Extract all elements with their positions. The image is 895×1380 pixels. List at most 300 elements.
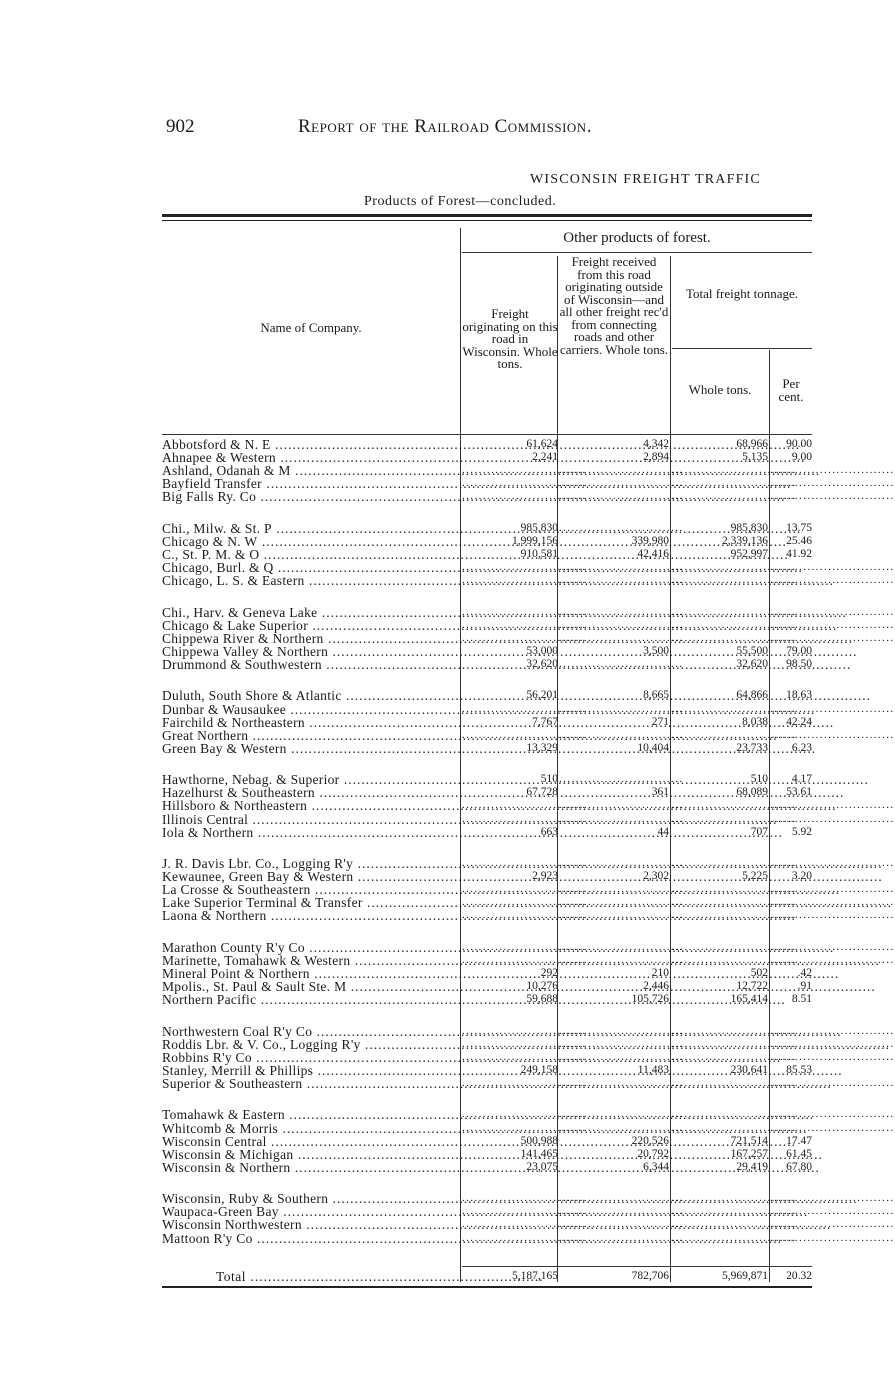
table-row bbox=[162, 573, 895, 589]
cell-whole-tons: 230,641 bbox=[730, 1063, 768, 1076]
leader-dots: .............................. bbox=[672, 1121, 797, 1134]
table-row bbox=[162, 870, 814, 883]
leader-dots: .............................. bbox=[770, 618, 895, 631]
leader-dots: .............................. bbox=[462, 605, 587, 618]
table-row bbox=[162, 1204, 895, 1220]
leader-dots: .............................. bbox=[559, 799, 684, 812]
leader-dots: .............................. bbox=[462, 702, 587, 715]
company-name: Duluth, South Shore & Atlantic ..... bbox=[162, 689, 459, 702]
cell-per-cent: 17.47 bbox=[786, 1134, 812, 1147]
leader-dots: .............................. bbox=[559, 1192, 684, 1205]
cell-originating: 13,329 bbox=[526, 741, 558, 754]
leader-dots: .............................. bbox=[770, 464, 895, 477]
leader-dots: .............................. bbox=[559, 1121, 684, 1134]
table-row bbox=[162, 463, 895, 479]
leader-dots: .............................. bbox=[559, 631, 684, 644]
leader-dots: .............................. bbox=[559, 561, 684, 574]
cell-whole-tons: 64,866 bbox=[736, 689, 768, 702]
cell-originating: 61,624 bbox=[526, 438, 558, 450]
company-name: Roddis Lbr. & V. Co., Logging R'y ..... bbox=[162, 1038, 459, 1051]
leader-dots: .............................. bbox=[770, 490, 895, 503]
table-row bbox=[162, 1148, 814, 1161]
leader-dots: .............................. bbox=[770, 940, 895, 953]
cell-originating: 985,830 bbox=[520, 521, 558, 534]
company-name: Ahnapee & Western ..... bbox=[162, 451, 459, 464]
table-row bbox=[162, 489, 895, 505]
cell-received bbox=[559, 1108, 684, 1121]
company-name: Mpolis., St. Paul & Sault Ste. M ..... bbox=[162, 980, 459, 993]
leader-dots: .............................. bbox=[559, 574, 684, 587]
cell-received: 44 bbox=[657, 825, 669, 838]
leader-dots: .............................. bbox=[559, 618, 684, 631]
cell-per-cent bbox=[770, 1024, 895, 1038]
cell-originating: 292 bbox=[540, 967, 558, 979]
cell-received bbox=[559, 773, 684, 786]
leader-dots: .............................. bbox=[462, 896, 587, 909]
leader-dots: .............................. bbox=[672, 953, 797, 966]
cell-per-cent bbox=[770, 1205, 895, 1218]
table-row bbox=[162, 548, 814, 561]
company-name: Chicago & N. W ..... bbox=[162, 535, 459, 548]
table-row bbox=[162, 1076, 895, 1091]
leader-dots: .............................. bbox=[672, 1037, 797, 1050]
leader-dots: .............................. bbox=[559, 883, 684, 896]
cell-received bbox=[559, 1050, 684, 1064]
leader-dots: .............................. bbox=[462, 953, 587, 966]
company-name: Iola & Northern ..... bbox=[162, 826, 459, 839]
leader-dots: .............................. bbox=[672, 857, 797, 869]
company-name: Mineral Point & Northern ..... bbox=[162, 967, 459, 980]
leader-dots: .............................. bbox=[770, 1192, 895, 1205]
company-name: Illinois Central ..... bbox=[162, 813, 459, 826]
company-name: Drummond & Southwestern ..... bbox=[162, 658, 459, 671]
header-freight-received: Freight received from this road originating outside of Wisconsin—and all other freight rec'd from connecting roads and other carriers. Whole tons. bbox=[559, 254, 669, 357]
table-row bbox=[162, 630, 895, 646]
header-freight-originating: Freight originating on this road in Wisconsin. Whole tons. bbox=[462, 306, 558, 371]
leader-dots: .............................. bbox=[770, 1077, 895, 1089]
cell-whole-tons: 165,414 bbox=[730, 993, 768, 1006]
cell-whole-tons bbox=[672, 631, 797, 645]
header-whole-tons: Whole tons. bbox=[688, 382, 752, 397]
cell-whole-tons bbox=[672, 1218, 797, 1231]
cell-originating bbox=[462, 909, 587, 922]
cell-per-cent: 41.92 bbox=[786, 548, 812, 560]
cell-received bbox=[559, 464, 684, 477]
cell-per-cent: .42 bbox=[797, 967, 812, 979]
cell-whole-tons: 952,997 bbox=[730, 548, 768, 560]
cell-per-cent: 53.61 bbox=[786, 786, 812, 799]
table-row bbox=[162, 560, 895, 576]
cell-received bbox=[559, 561, 684, 574]
company-name: Superior & Southeastern ..... bbox=[162, 1077, 459, 1090]
cell-originating bbox=[462, 561, 587, 574]
cell-whole-tons bbox=[672, 464, 797, 477]
cell-originating: 56,201 bbox=[526, 689, 558, 702]
cell-originating bbox=[462, 728, 587, 742]
running-title: Report of the Railroad Commission. bbox=[298, 116, 592, 137]
cell-originating bbox=[462, 1050, 587, 1064]
table-row bbox=[162, 952, 895, 968]
cell-whole-tons: 5,135 bbox=[742, 451, 768, 464]
leader-dots: .............................. bbox=[462, 1077, 587, 1089]
leader-dots: .............................. bbox=[770, 1024, 895, 1037]
cell-originating bbox=[462, 1218, 587, 1231]
company-name: Hawthorne, Nebag. & Superior ..... bbox=[162, 773, 459, 786]
cell-originating bbox=[462, 605, 587, 619]
table-row bbox=[162, 856, 895, 871]
leader-dots: .............................. bbox=[462, 631, 587, 644]
leader-dots: .............................. bbox=[770, 605, 895, 618]
cell-received: 2,894 bbox=[643, 451, 669, 464]
cell-whole-tons: 23,733 bbox=[736, 741, 768, 754]
leader-dots: .............................. bbox=[462, 728, 587, 741]
cell-per-cent: 8.51 bbox=[791, 993, 812, 1006]
company-name: Abbotsford & N. E ..... bbox=[162, 438, 459, 451]
header-rule-total bbox=[672, 348, 812, 349]
cell-per-cent: 42.24 bbox=[786, 715, 812, 728]
header-rule-bottom bbox=[162, 434, 812, 435]
cell-received bbox=[559, 1024, 684, 1038]
cell-originating: 1,999,156 bbox=[512, 534, 558, 547]
section-title: WISCONSIN FREIGHT TRAFFIC bbox=[530, 172, 761, 187]
leader-dots: .............................. bbox=[672, 728, 797, 741]
cell-whole-tons bbox=[672, 883, 797, 896]
cell-whole-tons bbox=[672, 1024, 797, 1038]
table-row bbox=[162, 1107, 895, 1123]
leader-dots: .............................. bbox=[672, 799, 797, 812]
cell-per-cent bbox=[770, 1218, 895, 1231]
cell-per-cent bbox=[770, 883, 895, 896]
cell-received: 2,446 bbox=[643, 980, 669, 993]
cell-originating: 32,620 bbox=[526, 658, 558, 670]
table-row bbox=[162, 908, 895, 924]
leader-dots: .............................. bbox=[672, 940, 797, 953]
company-name: La Crosse & Southeastern ..... bbox=[162, 883, 459, 896]
cell-whole-tons: 68,966 bbox=[736, 438, 768, 450]
cell-per-cent bbox=[770, 702, 895, 716]
cell-whole-tons bbox=[672, 477, 797, 490]
company-name: Big Falls Ry. Co ..... bbox=[162, 490, 459, 503]
company-name: Whitcomb & Morris ..... bbox=[162, 1122, 459, 1135]
leader-dots: .............................. bbox=[559, 728, 684, 741]
leader-dots: .............................. bbox=[770, 728, 895, 741]
cell-per-cent: 25.46 bbox=[786, 534, 812, 547]
company-name: Waupaca-Green Bay ..... bbox=[162, 1205, 459, 1218]
cell-per-cent: 90.00 bbox=[786, 438, 812, 450]
table-row bbox=[162, 701, 895, 717]
leader-dots: .............................. bbox=[559, 1231, 684, 1244]
cell-originating: 910,581 bbox=[520, 548, 558, 560]
leader-dots: .............................. bbox=[672, 1024, 797, 1037]
leader-dots: .............................. bbox=[559, 702, 684, 715]
leader-dots: .............................. bbox=[462, 812, 587, 825]
company-name: Stanley, Merrill & Phillips ..... bbox=[162, 1064, 459, 1077]
cell-originating bbox=[462, 477, 587, 490]
cell-per-cent bbox=[770, 909, 895, 922]
table-row bbox=[162, 1120, 895, 1136]
cell-whole-tons: 510 bbox=[750, 773, 768, 786]
cell-originating bbox=[462, 883, 587, 896]
leader-dots: .............................. bbox=[462, 574, 587, 587]
cell-per-cent bbox=[770, 940, 895, 954]
cell-originating bbox=[462, 574, 587, 587]
company-name: Wisconsin Central ..... bbox=[162, 1135, 459, 1148]
cell-originating: 2,241 bbox=[532, 451, 558, 464]
leader-dots: .............................. bbox=[770, 1037, 895, 1050]
table-row bbox=[162, 617, 895, 633]
leader-dots: .............................. bbox=[770, 857, 895, 869]
company-name: Northwestern Coal R'y Co ..... bbox=[162, 1025, 459, 1038]
cell-whole-tons bbox=[672, 799, 797, 812]
table-row bbox=[162, 604, 895, 620]
table-row bbox=[162, 1036, 895, 1052]
cell-received bbox=[559, 618, 684, 632]
cell-originating: 53,000 bbox=[526, 644, 558, 657]
cell-received: 2,302 bbox=[643, 870, 669, 883]
leader-dots: .............................. bbox=[672, 1205, 797, 1218]
table-row bbox=[162, 1135, 814, 1148]
leader-dots: .............................. bbox=[672, 574, 797, 587]
cell-per-cent bbox=[770, 464, 895, 477]
table-row bbox=[162, 522, 814, 535]
leader-dots: .............................. bbox=[462, 883, 587, 896]
cell-received bbox=[559, 702, 684, 716]
leader-dots: .............................. bbox=[559, 1108, 684, 1121]
total-row bbox=[162, 1270, 814, 1283]
cell-whole-tons bbox=[672, 490, 797, 503]
leader-dots: .............................. bbox=[672, 1218, 797, 1231]
table-row bbox=[162, 716, 814, 729]
cell-per-cent bbox=[770, 605, 895, 619]
company-name: Chi., Milw. & St. P ..... bbox=[162, 522, 459, 535]
cell-whole-tons bbox=[672, 1037, 797, 1051]
header-per-cent: Per cent. bbox=[778, 376, 804, 404]
cell-whole-tons: 707 bbox=[750, 825, 768, 838]
table-row bbox=[162, 993, 814, 1006]
cell-received bbox=[559, 1121, 684, 1135]
cell-whole-tons bbox=[672, 940, 797, 954]
cell-whole-tons: 721,514 bbox=[730, 1134, 768, 1147]
leader-dots: .............................. bbox=[770, 883, 895, 896]
header-company-name: Name of Company. bbox=[260, 320, 362, 335]
table-row bbox=[162, 1049, 895, 1065]
cell-received: 6,344 bbox=[643, 1160, 669, 1173]
company-name: C., St. P. M. & O ..... bbox=[162, 548, 459, 561]
leader-dots: .............................. bbox=[559, 658, 684, 670]
leader-dots: .............................. bbox=[672, 477, 797, 490]
leader-dots: .............................. bbox=[559, 1205, 684, 1218]
leader-dots: .............................. bbox=[559, 1077, 684, 1089]
cell-per-cent bbox=[770, 953, 895, 967]
cell-whole-tons: 29,419 bbox=[736, 1160, 768, 1173]
cell-received: 210 bbox=[651, 967, 669, 979]
leader-dots: .............................. bbox=[770, 702, 895, 715]
cell-per-cent bbox=[770, 799, 895, 812]
cell-received bbox=[559, 631, 684, 645]
top-rule-thin bbox=[162, 220, 812, 221]
leader-dots: .............................. bbox=[559, 1218, 684, 1231]
cell-originating bbox=[462, 1024, 587, 1038]
company-name: J. R. Davis Lbr. Co., Logging R'y ..... bbox=[162, 857, 459, 870]
leader-dots: .............................. bbox=[462, 618, 587, 631]
company-name: Marinette, Tomahawk & Western ..... bbox=[162, 954, 459, 967]
company-name: Hillsboro & Northeastern ..... bbox=[162, 799, 459, 812]
leader-dots: .............................. bbox=[559, 1024, 684, 1037]
cell-originating bbox=[462, 953, 587, 967]
cell-whole-tons bbox=[672, 953, 797, 967]
cell-received bbox=[559, 1231, 684, 1245]
cell-per-cent bbox=[770, 812, 895, 826]
cell-per-cent: 61.45 bbox=[786, 1147, 812, 1160]
table-row bbox=[162, 727, 895, 743]
leader-dots: .............................. bbox=[462, 857, 587, 869]
cell-whole-tons bbox=[672, 857, 797, 870]
cell-received: 105,726 bbox=[631, 993, 669, 1006]
cell-originating bbox=[462, 812, 587, 826]
cell-received bbox=[559, 799, 684, 812]
cell-whole-tons bbox=[672, 1205, 797, 1218]
table-row bbox=[162, 1023, 895, 1039]
leader-dots: .............................. bbox=[462, 1192, 587, 1205]
leader-dots: .............................. bbox=[672, 909, 797, 922]
company-name: Wisconsin, Ruby & Southern ..... bbox=[162, 1192, 459, 1205]
leader-dots: .............................. bbox=[770, 1218, 895, 1231]
cell-received: 11,483 bbox=[637, 1063, 669, 1076]
cell-per-cent bbox=[770, 1108, 895, 1121]
leader-dots: .............................. bbox=[559, 812, 684, 825]
cell-per-cent bbox=[770, 574, 895, 587]
cell-received: 10,404 bbox=[637, 741, 669, 754]
cell-received bbox=[559, 728, 684, 742]
cell-received: 8,665 bbox=[643, 689, 669, 702]
cell-received bbox=[559, 1192, 684, 1205]
cell-per-cent bbox=[770, 561, 895, 574]
cell-whole-tons bbox=[672, 896, 797, 909]
cell-originating bbox=[462, 631, 587, 645]
leader-dots: .............................. bbox=[462, 1037, 587, 1050]
cell-whole-tons bbox=[672, 812, 797, 826]
leader-dots: .............................. bbox=[770, 812, 895, 825]
cell-originating: 500,988 bbox=[520, 1134, 558, 1147]
cell-whole-tons bbox=[672, 909, 797, 922]
leader-dots: .............................. bbox=[672, 1077, 797, 1089]
leader-dots: .............................. bbox=[672, 812, 797, 825]
cell-received bbox=[559, 1218, 684, 1231]
cell-received bbox=[559, 574, 684, 587]
cell-per-cent: 9.00 bbox=[791, 451, 812, 464]
cell-received bbox=[559, 1037, 684, 1051]
leader-dots: .............................. bbox=[672, 1231, 797, 1244]
cell-per-cent: 3.20 bbox=[791, 870, 812, 883]
table-row bbox=[162, 967, 814, 980]
cell-per-cent bbox=[770, 1050, 895, 1064]
cell-originating: 7,767 bbox=[532, 715, 558, 728]
cell-per-cent: 13.75 bbox=[786, 521, 812, 534]
cell-originating bbox=[462, 1205, 587, 1218]
cell-received bbox=[559, 521, 684, 535]
leader-dots: .............................. bbox=[672, 561, 797, 574]
company-name: Hazelhurst & Southeastern ..... bbox=[162, 786, 459, 799]
cell-per-cent bbox=[770, 618, 895, 632]
cell-originating bbox=[462, 1077, 587, 1090]
cell-originating bbox=[462, 490, 587, 503]
leader-dots: .............................. bbox=[559, 953, 684, 966]
cell-received bbox=[559, 896, 684, 909]
table-row bbox=[162, 773, 814, 786]
cell-per-cent bbox=[770, 631, 895, 645]
leader-dots: .............................. bbox=[770, 1231, 895, 1244]
leader-dots: .............................. bbox=[770, 953, 895, 966]
leader-dots: .............................. bbox=[462, 1050, 587, 1063]
cell-received bbox=[559, 883, 684, 896]
cell-per-cent bbox=[770, 1121, 895, 1135]
leader-dots: .............................. bbox=[559, 464, 684, 477]
leader-dots: .............................. bbox=[672, 605, 797, 618]
cell-per-cent bbox=[770, 1077, 895, 1090]
cell-received: 3,500 bbox=[643, 644, 669, 657]
cell-originating: 510 bbox=[540, 773, 558, 786]
leader-dots: .............................. bbox=[559, 521, 684, 534]
table-row bbox=[162, 1191, 895, 1207]
cell-received bbox=[559, 1077, 684, 1090]
cell-whole-tons bbox=[672, 605, 797, 619]
table-row bbox=[162, 658, 814, 671]
cell-originating bbox=[462, 940, 587, 954]
cell-per-cent: 5.92 bbox=[791, 825, 812, 838]
leader-dots: .............................. bbox=[462, 909, 587, 922]
table-row bbox=[162, 811, 895, 827]
cell-originating: 141,465 bbox=[520, 1147, 558, 1160]
company-name: Kewaunee, Green Bay & Western ..... bbox=[162, 870, 459, 883]
company-name: Great Northern ..... bbox=[162, 729, 459, 742]
cell-received bbox=[559, 490, 684, 503]
cell-originating: 59,688 bbox=[526, 993, 558, 1006]
table-row bbox=[162, 1161, 814, 1174]
leader-dots: .............................. bbox=[672, 1192, 797, 1205]
total-whole-tons: 5,969,871 bbox=[722, 1270, 768, 1282]
total-per-cent: 20.32 bbox=[786, 1270, 812, 1282]
leader-dots: .............................. bbox=[559, 605, 684, 618]
table-row bbox=[162, 535, 814, 548]
company-name: Northern Pacific ..... bbox=[162, 993, 459, 1006]
cell-per-cent bbox=[770, 1192, 895, 1205]
cell-whole-tons bbox=[672, 1231, 797, 1245]
leader-dots: .............................. bbox=[559, 773, 684, 786]
leader-dots: .............................. bbox=[770, 574, 895, 587]
cell-whole-tons bbox=[672, 702, 797, 716]
cell-received bbox=[559, 477, 684, 490]
leader-dots: .............................. bbox=[770, 477, 895, 490]
leader-dots: .............................. bbox=[770, 909, 895, 922]
cell-whole-tons bbox=[672, 1192, 797, 1205]
leader-dots: .............................. bbox=[770, 896, 895, 909]
leader-dots: .............................. bbox=[462, 940, 587, 953]
cell-originating: 10,276 bbox=[526, 980, 558, 993]
cell-originating bbox=[462, 1121, 587, 1135]
cell-originating: 67,728 bbox=[526, 786, 558, 799]
cell-per-cent: 4.17 bbox=[791, 773, 812, 786]
leader-dots: .............................. bbox=[559, 909, 684, 922]
table-row bbox=[162, 451, 814, 464]
cell-originating bbox=[462, 618, 587, 632]
leader-dots: .............................. bbox=[559, 1037, 684, 1050]
cell-received bbox=[559, 812, 684, 826]
header-rule-group bbox=[462, 252, 812, 253]
leader-dots: .............................. bbox=[462, 1121, 587, 1134]
company-name: Marathon County R'y Co ..... bbox=[162, 941, 459, 954]
cell-whole-tons: 502 bbox=[750, 967, 768, 979]
cell-originating bbox=[462, 1231, 587, 1245]
